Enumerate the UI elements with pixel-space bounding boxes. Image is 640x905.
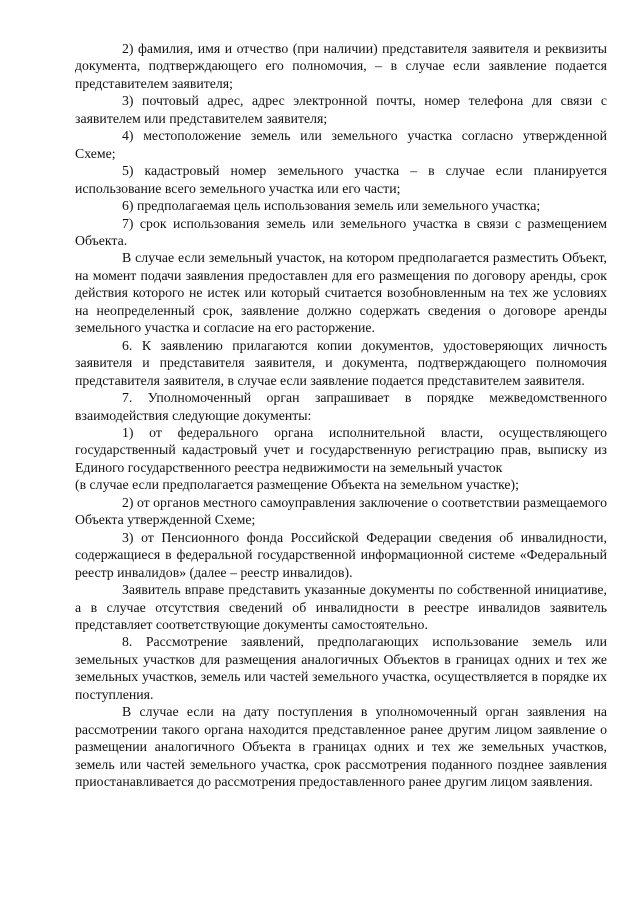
paragraph: 5) кадастровый номер земельного участка – в случае если планируется использование всего земельного участка или его части; — [75, 163, 607, 196]
paragraph: 8. Рассмотрение заявлений, предполагающих использование земель или земельных участков для размещения аналогичных Объектов в границах одних и тех же земельных участков, земель или частей земельного участка, осуществляется в порядке их поступления. — [75, 634, 607, 702]
paragraph: 6) предполагаемая цель использования земель или земельного участка; — [122, 198, 541, 214]
paragraph-continuation: (в случае если предполагается размещение Объекта на земельном участке); — [75, 477, 519, 493]
paragraph: 3) от Пенсионного фонда Российской Федерации сведения об инвалидности, содержащиеся в федеральной государственной информационной системе «Федеральный реестр инвалидов» (далее – реестр инвалидов). — [75, 529, 607, 580]
paragraph: Заявитель вправе представить указанные документы по собственной инициативе, а в случае отсутствия сведений об инвалидности в реестре инвалидов заявитель представляет соответствующие документы самостоятельно. — [75, 582, 607, 632]
paragraph: 7) срок использования земель или земельного участка в связи с размещением Объекта. — [75, 215, 607, 248]
paragraph: 1) от федерального органа исполнительной власти, осуществляющего государственный кадастровый учет и государственную регистрацию прав, выписку из Единого государственного реестра недвижимости на земельный участок — [75, 424, 607, 475]
paragraph: 2) фамилия, имя и отчество (при наличии) представителя заявителя и реквизиты документа, подтверждающего его полномочия, – в случае если заявление подается представителем заявителя; — [75, 41, 607, 91]
paragraph: 7. Уполномоченный орган запрашивает в порядке межведомственного взаимодействия следующие документы: — [75, 390, 607, 423]
paragraph: В случае если на дату поступления в уполномоченный орган заявления на рассмотрении такого органа находится представленное ранее другим лицом заявление о размещении аналогичного Объекта в границах одних и тех же земельных участков, земель или частей земельного участка, срок рассмотрения поданного позднее заявления приостанавливается до рассмотрения предоставленного ранее другим лицом заявления. — [75, 704, 607, 790]
paragraph: 2) от органов местного самоуправления заключение о соответствии размещаемого Объекта утвержденной Схеме; — [75, 494, 607, 528]
paragraph: В случае если земельный участок, на котором предполагается разместить Объект, на момент подачи заявления предоставлен для его размещения по договору аренды, срок действия которого не истек или который считается возобновленным на тех же условиях на неопределенный срок, заявление должно содержать сведения о договоре аренды земельного участка и согласие на его расторжение. — [75, 250, 607, 336]
paragraph: 3) почтовый адрес, адрес электронной почты, номер телефона для связи с заявителем или представителем заявителя; — [75, 93, 607, 126]
paragraph: 6. К заявлению прилагаются копии документов, удостоверяющих личность заявителя и представителя заявителя, и документа, подтверждающего полномочия представителя заявителя, в случае если заявление подается представителем заявителя. — [75, 337, 607, 388]
paragraph: 4) местоположение земель или земельного участка согласно утвержденной Схеме; — [75, 128, 607, 161]
